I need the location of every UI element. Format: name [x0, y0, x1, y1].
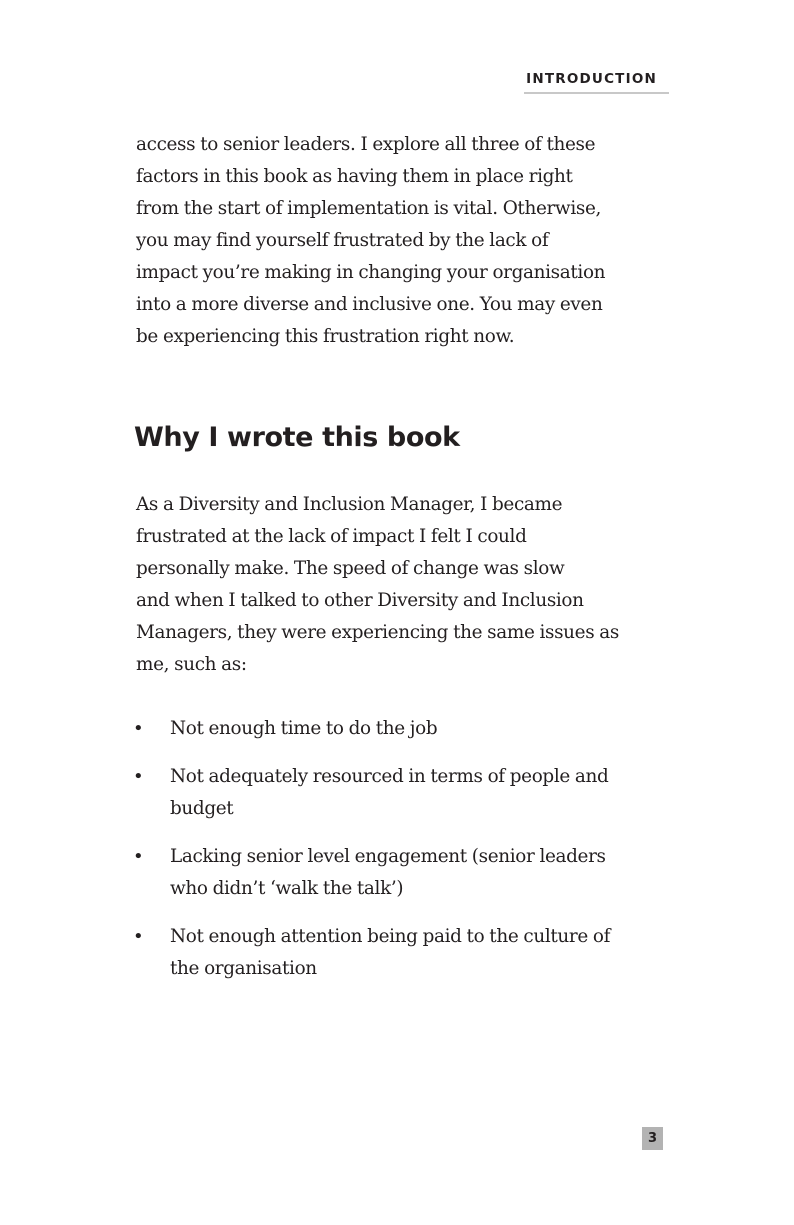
text-line: the organisation	[170, 958, 317, 979]
text-line: As a Diversity and Inclusion Manager, I became	[136, 494, 563, 515]
text-line: personally make. The speed of change was slow	[136, 558, 565, 579]
list-item-text	[170, 841, 670, 905]
text-line: factors in this book as having them in place right	[136, 166, 573, 187]
bullet-icon: •	[133, 766, 144, 787]
text-line: access to senior leaders. I explore all three of these	[136, 134, 596, 155]
bullet-icon: •	[133, 846, 144, 867]
text-line: be experiencing this frustration right now.	[136, 326, 515, 347]
text-line: you may find yourself frustrated by the lack of	[136, 230, 549, 251]
list-item	[0, 761, 794, 825]
text-line: and when I talked to other Diversity and Inclusion	[136, 590, 584, 611]
text-line: budget	[170, 798, 234, 819]
running-head: INTRODUCTION	[524, 70, 669, 94]
section-paragraph	[136, 489, 666, 681]
section-heading: Why I wrote this book	[134, 422, 460, 453]
list-item	[0, 921, 794, 985]
text-line: Not enough time to do the job	[170, 718, 438, 739]
text-line: Not adequately resourced in terms of people and	[170, 766, 609, 787]
page-number: 3	[642, 1127, 663, 1150]
text-line: frustrated at the lack of impact I felt I could	[136, 526, 527, 547]
text-line: from the start of implementation is vital. Otherwise,	[136, 198, 601, 219]
bullet-icon: •	[133, 926, 144, 947]
bullet-list	[0, 713, 794, 1001]
bullet-icon: •	[133, 718, 144, 739]
list-item	[0, 713, 794, 745]
text-line: Lacking senior level engagement (senior leaders	[170, 846, 606, 867]
text-line: me, such as:	[136, 654, 247, 675]
list-item-text	[170, 921, 670, 985]
text-line: Managers, they were experiencing the same issues as	[136, 622, 619, 643]
list-item	[0, 841, 794, 905]
text-line: Not enough attention being paid to the culture of	[170, 926, 611, 947]
intro-paragraph	[136, 129, 666, 353]
text-line: who didn’t ‘walk the talk’)	[170, 878, 404, 899]
list-item-text	[170, 713, 670, 745]
text-line: impact you’re making in changing your organisation	[136, 262, 606, 283]
list-item-text	[170, 761, 670, 825]
text-line: into a more diverse and inclusive one. You may even	[136, 294, 603, 315]
